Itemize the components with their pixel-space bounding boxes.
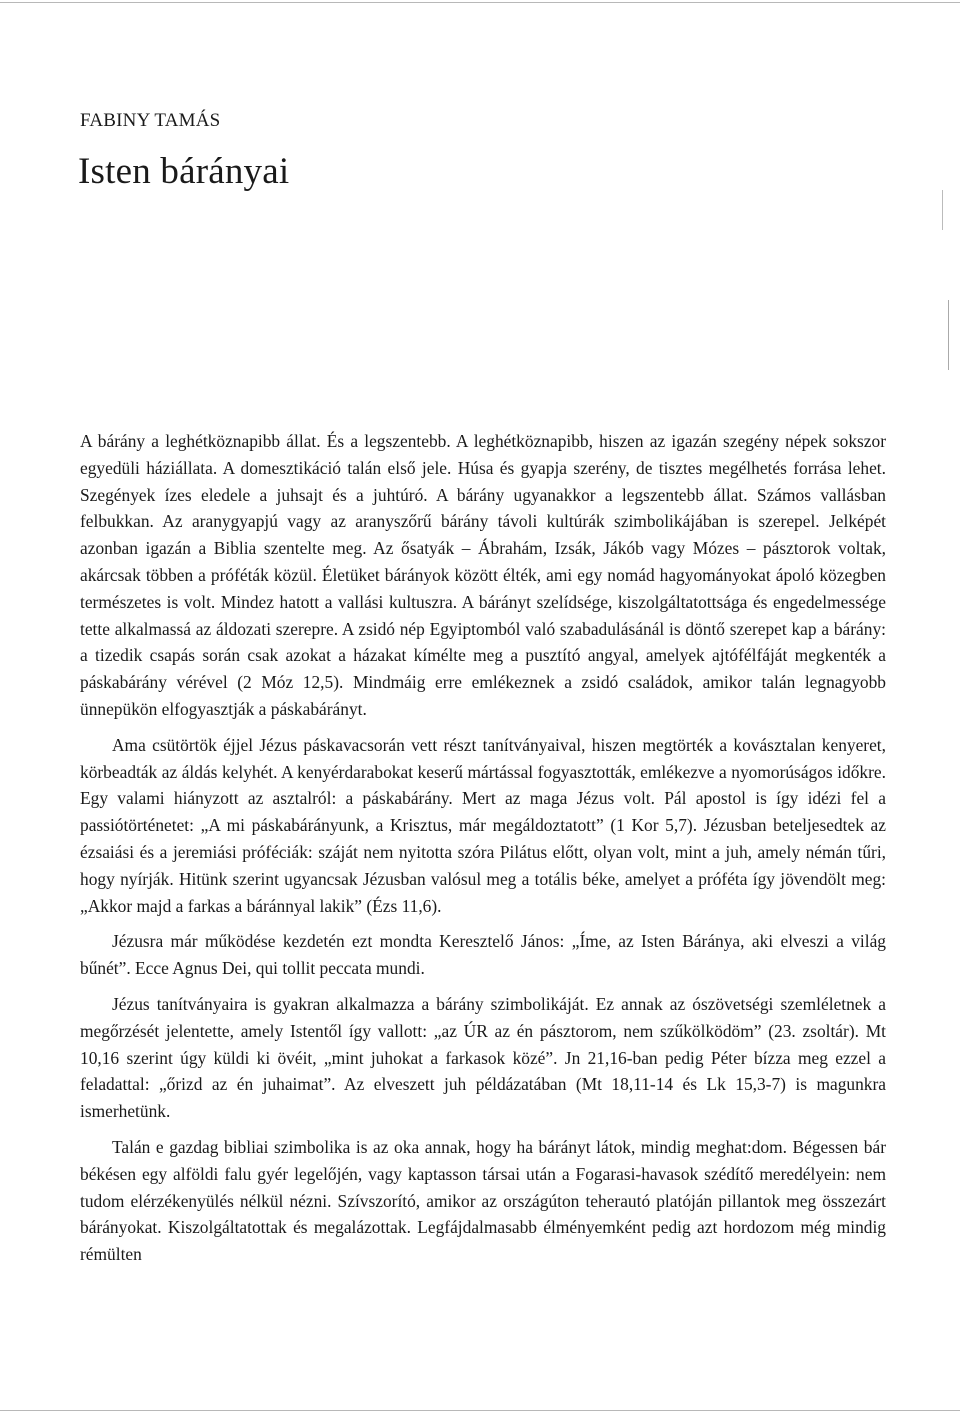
margin-mark — [948, 300, 949, 370]
top-scan-rule — [0, 2, 960, 3]
paragraph: Talán e gazdag bibliai szimbolika is az oka annak, hogy ha bárányt látok, mindig meghat:dom. Bégessen bár békésen egy alföldi falu gyér legelőjén, vagy kaptasson társai után a Fogarasi-havasok szédítő meredélyein: nem tudom elérzékenyülés nélkül nézni. Szívszorító, amikor az országúton teherautó platóján pillantok meg összezárt bárányokat. Kiszolgáltatottak és megalázottak. Legfájdalmasabb élményemként pedig azt hordozom még mindig rémülten — [80, 1136, 886, 1265]
bottom-scan-rule — [0, 1410, 960, 1411]
author-name: FABINY TAMÁS — [80, 110, 221, 131]
article-body — [80, 428, 886, 1268]
paragraph: A bárány a leghétköznapibb állat. És a legszentebb. A leghétköznapibb, hiszen az igazán szegény népek sokszor egyedüli háziállata. A domesztikáció talán első jele. Húsa és gyapja szerény, de tisztes megélhetés forrása lehet. Szegények ízes eledele a juhsajt és a juhtúró. A bárány ugyanakkor a legszentebb állat. Számos vallásban felbukkan. Az aranygyapjú vagy az aranyszőrű bárány távoli kultúrák szimbolikájában is szerepel. Jelképét azonban igazán a Biblia szentelte meg. Az ősatyák – Ábrahám, Izsák, Jákób vagy Mózes – pásztorok voltak, akárcsak többen a próféták közül. Életüket bárányok között élték, ami egy nomád hagyományokat ápoló közegben természetes is volt. Mindez hatott a vallási kultuszra. A bárányt szelídsége, kiszolgáltatottsága és engedelmessége tette alkalmassá az áldozati szerepre. A zsidó nép Egyiptomból való szabadulásánál is döntő szerepet kap a bárány: a tizedik csapás során csak azokat a házakat kímélte meg a pusztító angyal, amelyek ajtófélfáját megkenték a páskabárány vérével (2 Móz 12,5). Mindmáig erre emlékeznek a zsidó családok, amikor talán legnagyobb ünnepükön elfogyasztják a páskabárányt. — [80, 431, 886, 719]
article-title: Isten bárányai — [78, 151, 290, 192]
margin-mark — [942, 190, 943, 230]
paragraph: Jézus tanítványaira is gyakran alkalmazza a bárány szimbolikáját. Ez annak az ószövetségi szemléletnek a megőrzését jelentette, amely Istentől így vallott: „az ÚR az én pásztorom, nem szűkölködöm” (23. zsoltár). Mt 10,16 szerint úgy küldi ki övéit, „mint juhokat a farkasok közé”. Jn 21,16-ban pedig Péter bízza meg ezzel a feladattal: „őrizd az én juhaimat”. Az elveszett juh példázatában (Mt 18,11-14 és Lk 15,3-7) is magunkra ismerhetünk. — [80, 993, 886, 1122]
paragraph: Ama csütörtök éjjel Jézus páskavacsorán vett részt tanítványaival, hiszen megtörték a kovásztalan kenyeret, körbeadták az áldás kelyhét. A kenyérdarabokat keserű mártással fogyasztották, emlékezve a nyomorúságos időkre. Egy valami hiányzott az asztalról: a páskabárány. Mert az maga Jézus volt. Pál apostol is így idézi fel a passiótörténetet: „A mi páskabárányunk, a Krisztus, már megáldoztatott” (1 Kor 5,7). Jézusban beteljesedtek az ézsaiási és a jeremiási próféciák: száját nem nyitotta szóra Pilátus előtt, olyan volt, mint a juh, amely némán tűri, hogy nyírják. Hitünk szerint ugyancsak Jézusban valósul meg a totális béke, amelyet a próféta így jövendölt meg: „Akkor majd a farkas a báránnyal lakik” (Ézs 11,6). — [80, 734, 886, 916]
paragraph: Jézusra már működése kezdetén ezt mondta Keresztelő János: „Íme, az Isten Báránya, aki elveszi a világ bűnét”. Ecce Agnus Dei, qui tollit peccata mundi. — [80, 931, 886, 979]
